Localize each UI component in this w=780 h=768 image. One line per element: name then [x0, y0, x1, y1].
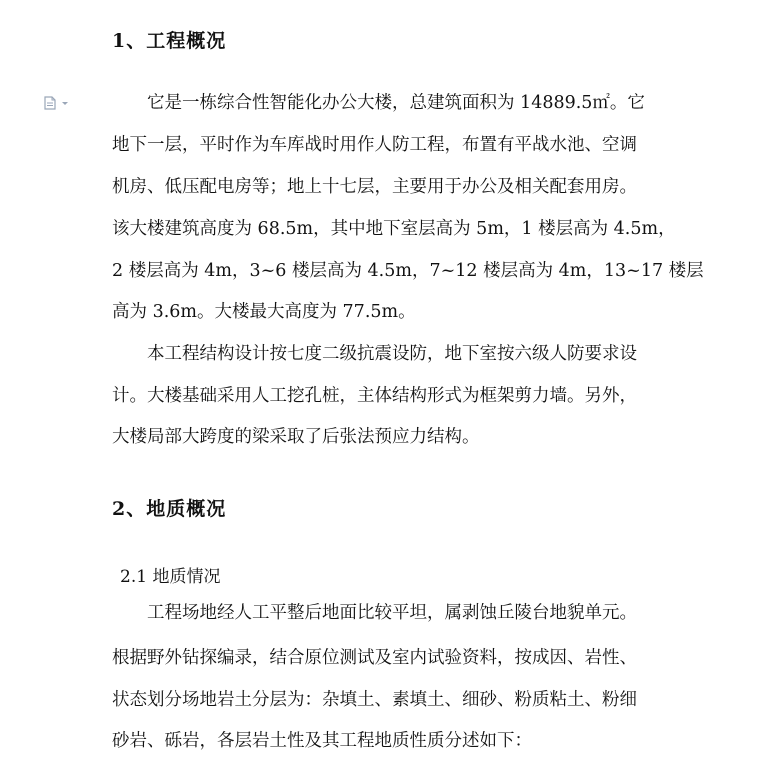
paragraph-line: 2 楼层高为 4m，3~6 楼层高为 4.5m，7~12 楼层高为 4m，13~17 楼层: [112, 261, 704, 281]
paragraph-line: 高为 3.6m。大楼最大高度为 77.5m。: [112, 302, 416, 322]
paragraph-line: 本工程结构设计按七度二级抗震设防，地下室按六级人防要求设: [147, 344, 637, 364]
section-2-heading: 2、地质概况: [112, 498, 227, 520]
paragraph-line: 它是一栋综合性智能化办公大楼，总建筑面积为 14889.5㎡。它: [147, 93, 645, 113]
paragraph-line: 机房、低压配电房等；地上十七层，主要用于办公及相关配套用房。: [112, 177, 637, 197]
subsection-heading: 2.1 地质情况: [120, 567, 221, 587]
document-dropdown-icon[interactable]: [43, 96, 69, 110]
paragraph-line: 计。大楼基础采用人工挖孔桩，主体结构形式为框架剪力墙。另外，: [112, 386, 637, 406]
paragraph-line: 根据野外钻探编录，结合原位测试及室内试验资料，按成因、岩性、: [112, 648, 637, 668]
paragraph-line: 大楼局部大跨度的梁采取了后张法预应力结构。: [112, 427, 480, 447]
paragraph-line: 地下一层，平时作为车库战时用作人防工程，布置有平战水池、空调: [112, 135, 637, 155]
paragraph-line: 状态划分场地岩土分层为：杂填土、素填土、细砂、粉质粘土、粉细: [112, 690, 637, 710]
paragraph-line: 工程场地经人工平整后地面比较平坦，属剥蚀丘陵台地貌单元。: [147, 603, 637, 623]
section-1-heading: 1、工程概况: [112, 30, 227, 52]
paragraph-line: 砂岩、砾岩，各层岩土性及其工程地质性质分述如下：: [112, 731, 532, 751]
paragraph-line: 该大楼建筑高度为 68.5m，其中地下室层高为 5m，1 楼层高为 4.5m，: [112, 219, 676, 239]
